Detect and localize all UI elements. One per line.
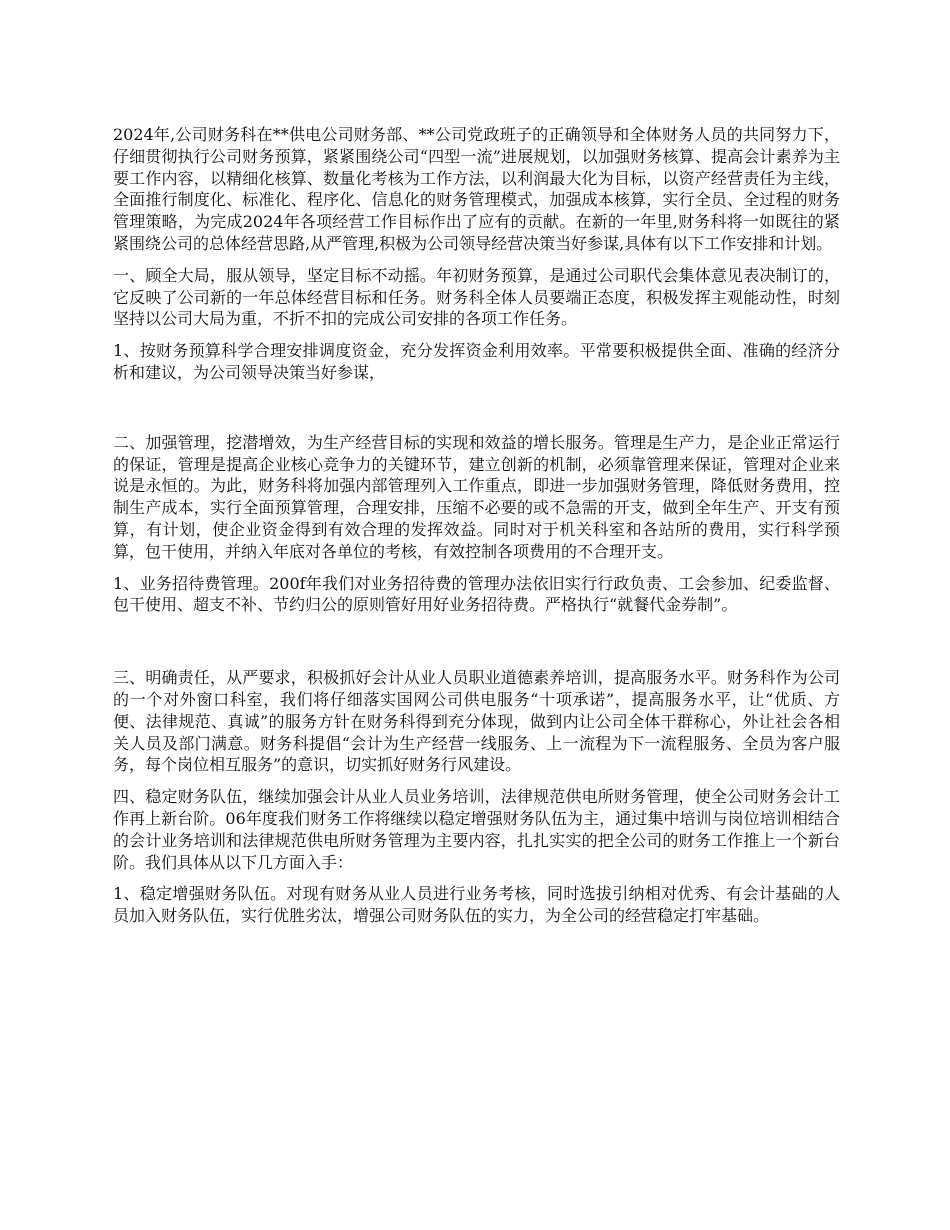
document-body	[113, 124, 840, 927]
section-three-heading-paragraph: 三、明确责任，从严要求，积极抓好会计从业人员职业道德素养培训，提高服务水平。财务科作为公司的一个对外窗口科室，我们将仔细落实国网公司供电服务“十项承诺”，提高服务水平，让“优质、方便、法律规范、真诚”的服务方针在财务科得到充分体现，做到内让公司全体干群称心，外让社会各相关人员及部门满意。财务科提倡“会计为生产经营一线服务、上一流程为下一流程服务、全员为客户服务，每个岗位相互服务”的意识，切实抓好财务行风建设。	[113, 668, 840, 775]
intro-paragraph: 2024年,公司财务科在**供电公司财务部、**公司党政班子的正确领导和全体财务人员的共同努力下，仔细贯彻执行公司财务预算，紧紧围绕公司“四型一流”进展规划，以加强财务核算、提高会计素养为主要工作内容，以精细化核算、数量化考核为工作方法，以利润最大化为目标，以资产经营责任为主线，全面推行制度化、标准化、程序化、信息化的财务管理模式，加强成本核算，实行全员、全过程的财务管理策略，为完成2024年各项经营工作目标作出了应有的贡献。在新的一年里,财务科将一如既往的紧紧围绕公司的总体经营思路,从严管理,积极为公司领导经营决策当好参谋,具体有以下工作安排和计划。	[113, 125, 840, 253]
section-four-item-1-paragraph: 1、稳定增强财务队伍。对现有财务从业人员进行业务考核，同时选拔引纳相对优秀、有会计基础的人员加入财务队伍，实行优胜劣汰，增强公司财务队伍的实力，为全公司的经营稳定打牢基础。	[113, 884, 840, 926]
section-two-heading-paragraph: 二、加强管理，挖潜增效，为生产经营目标的实现和效益的增长服务。管理是生产力，是企业正常运行的保证，管理是提高企业核心竞争力的关键环节，建立创新的机制，必须靠管理来保证，管理对企业来说是永恒的。为此，财务科将加强内部管理列入工作重点，即进一步加强财务管理，降低财务费用，控制生产成本，实行全面预算管理，合理安排，压缩不必要的或不急需的开支，做到全年生产、开支有预算，有计划，使企业资金得到有效合理的发挥效益。同时对于机关科室和各站所的费用，实行科学预算，包干使用，并纳入年底对各单位的考核，有效控制各项费用的不合理开支。	[113, 432, 840, 561]
section-one-item-1-paragraph: 1、按财务预算科学合理安排调度资金，充分发挥资金利用效率。平常要积极提供全面、准确的经济分析和建议，为公司领导决策当好参谋，	[113, 341, 840, 382]
section-two-item-1-paragraph: 1、业务招待费管理。200f年我们对业务招待费的管理办法依旧实行行政负责、工会参加、纪委监督、包干使用、超支不补、节约归公的原则管好用好业务招待费。严格执行“就餐代金券制”。	[113, 573, 840, 615]
section-four-heading-paragraph: 四、稳定财务队伍，继续加强会计从业人员业务培训，法律规范供电所财务管理，使全公司财务会计工作再上新台阶。06年度我们财务工作将继续以稳定增强财务队伍为主，通过集中培训与岗位培训相结合的会计业务培训和法律规范供电所财务管理为主要内容，扎扎实实的把全公司的财务工作推上一个新台阶。我们具体从以下几方面入手：	[113, 787, 840, 872]
section-one-heading-paragraph: 一、顾全大局，服从领导，坚定目标不动摇。年初财务预算，是通过公司职代会集体意见表决制订的，它反映了公司新的一年总体经营目标和任务。财务科全体人员要端正态度，积极发挥主观能动性，时刻坚持以公司大局为重，不折不扣的完成公司安排的各项工作任务。	[113, 265, 840, 329]
